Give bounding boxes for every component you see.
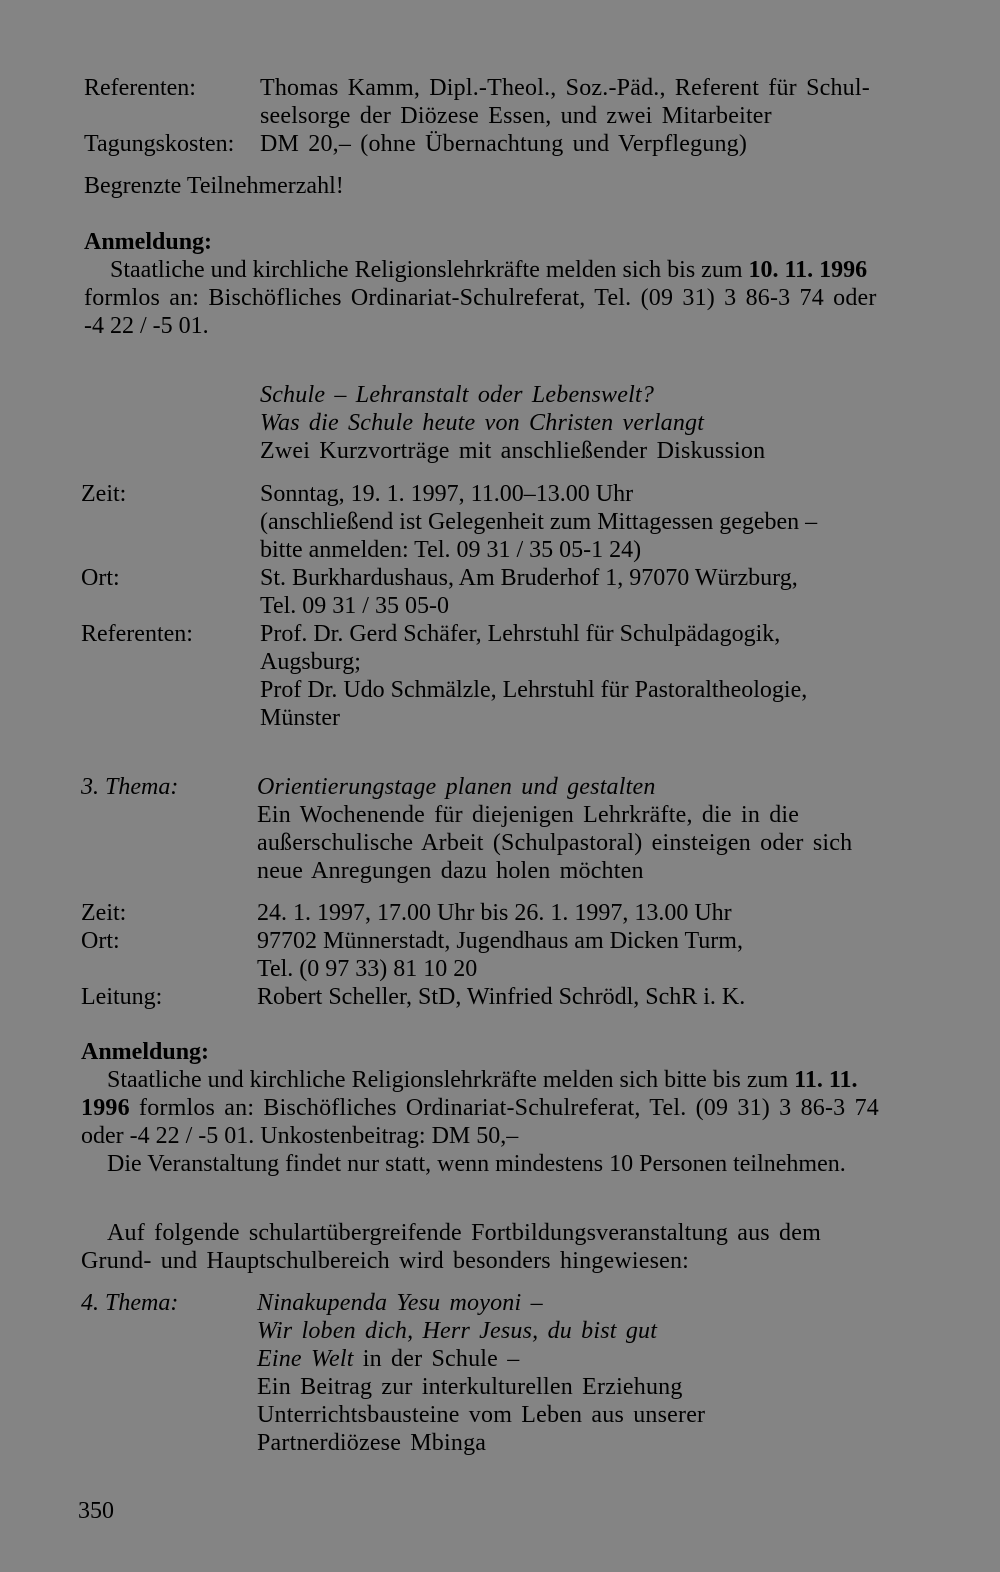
referenten-value-line2: seelsorge der Diözese Essen, und zwei Mitarbeiter xyxy=(260,103,772,129)
referenten-label: Referenten: xyxy=(84,75,196,101)
page-number: 350 xyxy=(78,1498,114,1524)
event-desc-line: Ein Wochenende für diejenigen Lehrkräfte, die in die xyxy=(257,802,800,828)
event-line: Ein Beitrag zur interkulturellen Erziehung xyxy=(257,1374,683,1400)
zeit-label: Zeit: xyxy=(81,481,127,507)
anmeldung-heading: Anmeldung: xyxy=(84,229,213,255)
event-title: Orientierungstage planen und gestalten xyxy=(257,774,656,800)
anmeldung-deadline: 11. 11. xyxy=(794,1067,858,1093)
referenten-value-line: Münster xyxy=(260,705,340,731)
ort-value-line: Tel. 09 31 / 35 05-0 xyxy=(260,593,449,619)
eine-welt-phrase: Eine Welt xyxy=(257,1346,354,1372)
intro-line: Grund- und Hauptschulbereich wird besonders hingewiesen: xyxy=(81,1248,690,1274)
referenten-value-line: Prof Dr. Udo Schmälzle, Lehrstuhl für Pastoraltheologie, xyxy=(260,677,808,703)
ort-value-line: St. Burkhardushaus, Am Bruderhof 1, 97070 Würzburg, xyxy=(260,565,798,591)
zeit-label: Zeit: xyxy=(81,900,127,926)
tagungskosten-value: DM 20,– (ohne Übernachtung und Verpflegung) xyxy=(260,131,748,157)
anmeldung-line: formlos an: Bischöfliches Ordinariat-Schulreferat, Tel. (09 31) 3 86-3 74 oder xyxy=(84,285,877,311)
event-subtitle: Zwei Kurzvorträge mit anschließender Diskussion xyxy=(260,438,766,464)
event-line xyxy=(257,1345,519,1373)
ort-label: Ort: xyxy=(81,928,120,954)
zeit-value: 24. 1. 1997, 17.00 Uhr bis 26. 1. 1997, 13.00 Uhr xyxy=(257,900,732,926)
ort-value-line: Tel. (0 97 33) 81 10 20 xyxy=(257,956,478,982)
anmeldung-line: -4 22 / -5 01. xyxy=(84,313,209,339)
event-desc-line: neue Anregungen dazu holen möchten xyxy=(257,858,644,884)
anmeldung-line: oder -4 22 / -5 01. Unkostenbeitrag: DM 50,– xyxy=(81,1123,519,1149)
anmeldung-text: formlos an: Bischöfliches Ordinariat-Schulreferat, Tel. (09 31) 3 86-3 74 xyxy=(139,1095,879,1121)
anmeldung-deadline-year: 1996 xyxy=(81,1095,130,1121)
thema-label: 3. Thema: xyxy=(81,774,179,800)
event-title-line: Wir loben dich, Herr Jesus, du bist gut xyxy=(257,1318,658,1344)
event-title-line: Schule – Lehranstalt oder Lebenswelt? xyxy=(260,382,655,408)
anmeldung-note: Die Veranstaltung findet nur statt, wenn mindestens 10 Personen teilnehmen. xyxy=(107,1151,846,1177)
referenten-value-line: Prof. Dr. Gerd Schäfer, Lehrstuhl für Schulpädagogik, xyxy=(260,621,781,647)
ort-label: Ort: xyxy=(81,565,120,591)
tagungskosten-label: Tagungskosten: xyxy=(84,131,235,157)
event-line-rest: in der Schule – xyxy=(353,1346,520,1372)
event-line: Unterrichtsbausteine vom Leben aus unserer xyxy=(257,1402,706,1428)
ort-value-line: 97702 Münnerstadt, Jugendhaus am Dicken Turm, xyxy=(257,928,743,954)
event-line: Partnerdiözese Mbinga xyxy=(257,1430,487,1456)
leitung-value: Robert Scheller, StD, Winfried Schrödl, SchR i. K. xyxy=(257,984,746,1010)
anmeldung-heading: Anmeldung: xyxy=(81,1039,210,1065)
leitung-label: Leitung: xyxy=(81,984,163,1010)
thema-label: 4. Thema: xyxy=(81,1290,179,1316)
anmeldung-text: Staatliche und kirchliche Religionslehrkräfte melden sich bitte bis zum xyxy=(107,1067,789,1093)
anmeldung-line xyxy=(107,1066,858,1094)
referenten-value-line1: Thomas Kamm, Dipl.-Theol., Soz.-Päd., Referent für Schul- xyxy=(260,75,870,101)
referenten-value-line: Augsburg; xyxy=(260,649,361,675)
anmeldung-line xyxy=(81,1094,879,1122)
event-title-line: Was die Schule heute von Christen verlangt xyxy=(260,410,705,436)
event-title-line: Ninakupenda Yesu moyoni – xyxy=(257,1290,543,1316)
zeit-value-line: (anschließend ist Gelegenheit zum Mittagessen gegeben – xyxy=(260,509,818,535)
anmeldung-line xyxy=(110,256,867,284)
zeit-value-line: Sonntag, 19. 1. 1997, 11.00–13.00 Uhr xyxy=(260,481,634,507)
anmeldung-deadline: 10. 11. 1996 xyxy=(748,257,868,283)
anmeldung-text: Staatliche und kirchliche Religionslehrkräfte melden sich bis zum xyxy=(110,257,743,283)
intro-line: Auf folgende schulartübergreifende Fortbildungsveranstaltung aus dem xyxy=(107,1220,821,1246)
referenten-label: Referenten: xyxy=(81,621,193,647)
event-desc-line: außerschulische Arbeit (Schulpastoral) einsteigen oder sich xyxy=(257,830,853,856)
zeit-value-line: bitte anmelden: Tel. 09 31 / 35 05-1 24) xyxy=(260,537,642,563)
limit-note: Begrenzte Teilnehmerzahl! xyxy=(84,173,344,199)
